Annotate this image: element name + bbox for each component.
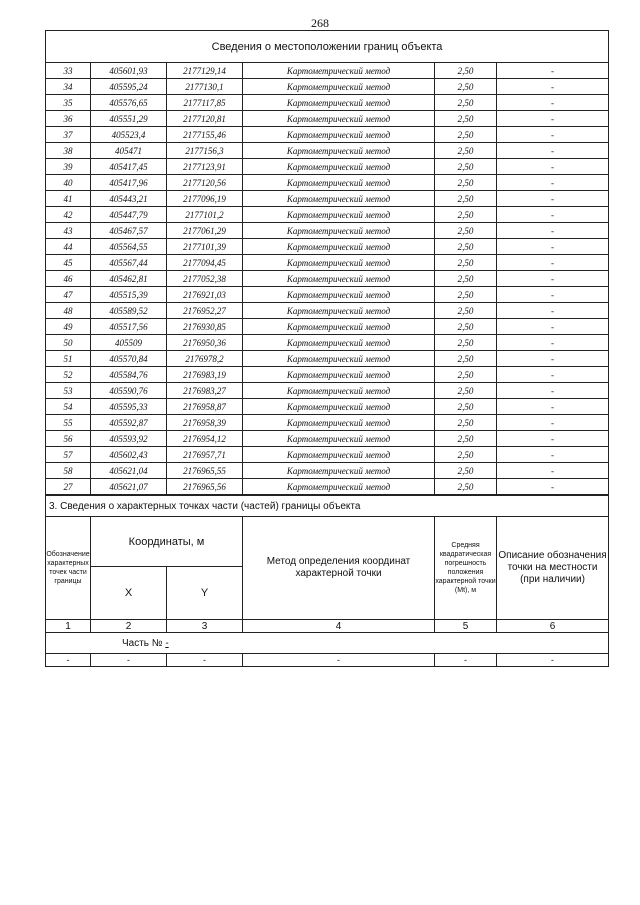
coord-y: 2176965,55 [167, 463, 243, 479]
description: - [497, 351, 609, 367]
description: - [497, 175, 609, 191]
col-coords-header: Координаты, м [91, 517, 243, 567]
page-number: 268 [311, 16, 329, 30]
point-number: 40 [46, 175, 91, 191]
coord-x: 405443,21 [91, 191, 167, 207]
method: Картометрический метод [243, 415, 435, 431]
col-number: 2 [91, 620, 167, 633]
col-number: 5 [435, 620, 497, 633]
coord-x: 405601,93 [91, 63, 167, 79]
coord-x: 405447,79 [91, 207, 167, 223]
coord-y: 2177117,85 [167, 95, 243, 111]
empty-value: - [435, 654, 497, 667]
point-number: 51 [46, 351, 91, 367]
description: - [497, 79, 609, 95]
description: - [497, 239, 609, 255]
boundary-table [45, 30, 609, 495]
table-row [46, 287, 609, 303]
description: - [497, 159, 609, 175]
coord-x: 405515,39 [91, 287, 167, 303]
coord-x: 405592,87 [91, 415, 167, 431]
col-accuracy-header: Средняя квадратическая погрешность положения характерной точки (Мt), м [435, 517, 497, 620]
coord-x: 405564,55 [91, 239, 167, 255]
coord-y: 2177061,29 [167, 223, 243, 239]
coord-x: 405467,57 [91, 223, 167, 239]
accuracy: 2,50 [435, 399, 497, 415]
coord-x: 405570,84 [91, 351, 167, 367]
accuracy: 2,50 [435, 111, 497, 127]
coord-y: 2177120,81 [167, 111, 243, 127]
accuracy: 2,50 [435, 479, 497, 495]
coord-y: 2176930,85 [167, 319, 243, 335]
coord-x: 405551,29 [91, 111, 167, 127]
table-row [46, 319, 609, 335]
point-number: 52 [46, 367, 91, 383]
point-number: 35 [46, 95, 91, 111]
table-row [46, 463, 609, 479]
table-row [46, 95, 609, 111]
coord-x: 405567,44 [91, 255, 167, 271]
accuracy: 2,50 [435, 303, 497, 319]
coord-x: 405417,45 [91, 159, 167, 175]
description: - [497, 95, 609, 111]
table-row [46, 159, 609, 175]
accuracy: 2,50 [435, 255, 497, 271]
table-row [46, 351, 609, 367]
col-x-header: X [91, 567, 167, 620]
table-row [46, 127, 609, 143]
description: - [497, 207, 609, 223]
coord-x: 405589,52 [91, 303, 167, 319]
description: - [497, 127, 609, 143]
coord-y: 2177129,14 [167, 63, 243, 79]
method: Картометрический метод [243, 399, 435, 415]
part-label: Часть № [122, 637, 163, 649]
coord-x: 405584,76 [91, 367, 167, 383]
description: - [497, 335, 609, 351]
empty-value: - [243, 654, 435, 667]
accuracy: 2,50 [435, 239, 497, 255]
method: Картометрический метод [243, 303, 435, 319]
part-number: - [165, 637, 169, 649]
accuracy: 2,50 [435, 431, 497, 447]
method: Картометрический метод [243, 383, 435, 399]
table-row [46, 367, 609, 383]
empty-value: - [91, 654, 167, 667]
coord-x: 405595,33 [91, 399, 167, 415]
accuracy: 2,50 [435, 351, 497, 367]
accuracy: 2,50 [435, 463, 497, 479]
point-number: 57 [46, 447, 91, 463]
method: Картометрический метод [243, 335, 435, 351]
section-title: Сведения о местоположении границ объекта [46, 31, 609, 63]
point-number: 49 [46, 319, 91, 335]
col-number: 6 [497, 620, 609, 633]
description: - [497, 303, 609, 319]
coord-y: 2176957,71 [167, 447, 243, 463]
part-label-cell [46, 633, 609, 654]
table-row [46, 255, 609, 271]
description: - [497, 63, 609, 79]
point-number: 42 [46, 207, 91, 223]
method: Картометрический метод [243, 431, 435, 447]
col-description-header: Описание обозначения точки на местности (при наличии) [497, 517, 609, 620]
description: - [497, 463, 609, 479]
accuracy: 2,50 [435, 383, 497, 399]
point-number: 43 [46, 223, 91, 239]
description: - [497, 319, 609, 335]
table-row [46, 207, 609, 223]
method: Картометрический метод [243, 191, 435, 207]
accuracy: 2,50 [435, 271, 497, 287]
method: Картометрический метод [243, 63, 435, 79]
method: Картометрический метод [243, 287, 435, 303]
description: - [497, 399, 609, 415]
coord-x: 405576,65 [91, 95, 167, 111]
coord-y: 2176978,2 [167, 351, 243, 367]
coord-y: 2176983,27 [167, 383, 243, 399]
method: Картометрический метод [243, 239, 435, 255]
point-number: 27 [46, 479, 91, 495]
coord-y: 2177155,46 [167, 127, 243, 143]
col-number: 4 [243, 620, 435, 633]
method: Картометрический метод [243, 175, 435, 191]
coord-y: 2177101,2 [167, 207, 243, 223]
accuracy: 2,50 [435, 95, 497, 111]
table-row [46, 479, 609, 495]
col-method-header: Метод определения координат характерной точки [243, 517, 435, 620]
accuracy: 2,50 [435, 207, 497, 223]
coord-x: 405523,4 [91, 127, 167, 143]
method: Картометрический метод [243, 255, 435, 271]
method: Картометрический метод [243, 207, 435, 223]
method: Картометрический метод [243, 319, 435, 335]
empty-value: - [167, 654, 243, 667]
description: - [497, 271, 609, 287]
accuracy: 2,50 [435, 191, 497, 207]
table-row [46, 239, 609, 255]
col-designation-header: Обозначение характерных точек части границы [46, 517, 91, 620]
col-y-header: Y [167, 567, 243, 620]
description: - [497, 447, 609, 463]
coord-x: 405621,07 [91, 479, 167, 495]
coord-y: 2177156,3 [167, 143, 243, 159]
table-row [46, 383, 609, 399]
accuracy: 2,50 [435, 287, 497, 303]
point-number: 58 [46, 463, 91, 479]
point-number: 53 [46, 383, 91, 399]
coord-x: 405517,56 [91, 319, 167, 335]
table-row [46, 79, 609, 95]
point-number: 36 [46, 111, 91, 127]
table-row [46, 111, 609, 127]
point-number: 56 [46, 431, 91, 447]
description: - [497, 367, 609, 383]
coord-y: 2176952,27 [167, 303, 243, 319]
coord-y: 2176950,36 [167, 335, 243, 351]
point-number: 50 [46, 335, 91, 351]
col-number: 1 [46, 620, 91, 633]
accuracy: 2,50 [435, 127, 497, 143]
coord-y: 2177101,39 [167, 239, 243, 255]
point-number: 44 [46, 239, 91, 255]
section3-table [45, 495, 609, 667]
accuracy: 2,50 [435, 63, 497, 79]
point-number: 46 [46, 271, 91, 287]
method: Картометрический метод [243, 223, 435, 239]
table-row [46, 447, 609, 463]
description: - [497, 223, 609, 239]
document-frame [45, 30, 608, 667]
table-row [46, 399, 609, 415]
point-number: 55 [46, 415, 91, 431]
coord-y: 2177052,38 [167, 271, 243, 287]
coord-x: 405593,92 [91, 431, 167, 447]
table-row [46, 303, 609, 319]
table-row [46, 175, 609, 191]
accuracy: 2,50 [435, 79, 497, 95]
section3-title: 3. Сведения о характерных точках части (частей) границы объекта [46, 496, 609, 517]
table-row [46, 271, 609, 287]
coord-y: 2176958,87 [167, 399, 243, 415]
coord-x: 405509 [91, 335, 167, 351]
accuracy: 2,50 [435, 223, 497, 239]
table-row [46, 431, 609, 447]
coord-x: 405595,24 [91, 79, 167, 95]
accuracy: 2,50 [435, 335, 497, 351]
coord-x: 405621,04 [91, 463, 167, 479]
accuracy: 2,50 [435, 367, 497, 383]
point-number: 41 [46, 191, 91, 207]
empty-value: - [497, 654, 609, 667]
accuracy: 2,50 [435, 415, 497, 431]
table-row [46, 63, 609, 79]
coord-x: 405590,76 [91, 383, 167, 399]
coord-y: 2177094,45 [167, 255, 243, 271]
coord-y: 2176958,39 [167, 415, 243, 431]
method: Картометрический метод [243, 479, 435, 495]
method: Картометрический метод [243, 95, 435, 111]
coord-y: 2176954,12 [167, 431, 243, 447]
coord-y: 2176921,03 [167, 287, 243, 303]
coord-y: 2176965,56 [167, 479, 243, 495]
point-number: 48 [46, 303, 91, 319]
coord-y: 2177130,1 [167, 79, 243, 95]
accuracy: 2,50 [435, 319, 497, 335]
accuracy: 2,50 [435, 447, 497, 463]
point-number: 34 [46, 79, 91, 95]
point-number: 47 [46, 287, 91, 303]
method: Картометрический метод [243, 367, 435, 383]
coord-x: 405462,81 [91, 271, 167, 287]
method: Картометрический метод [243, 127, 435, 143]
table-row [46, 415, 609, 431]
accuracy: 2,50 [435, 175, 497, 191]
description: - [497, 415, 609, 431]
accuracy: 2,50 [435, 143, 497, 159]
method: Картометрический метод [243, 159, 435, 175]
table-row [46, 223, 609, 239]
point-number: 37 [46, 127, 91, 143]
description: - [497, 431, 609, 447]
description: - [497, 191, 609, 207]
table-row [46, 143, 609, 159]
method: Картометрический метод [243, 111, 435, 127]
description: - [497, 287, 609, 303]
empty-value: - [46, 654, 91, 667]
point-number: 39 [46, 159, 91, 175]
method: Картометрический метод [243, 143, 435, 159]
coord-y: 2177123,91 [167, 159, 243, 175]
col-number: 3 [167, 620, 243, 633]
point-number: 54 [46, 399, 91, 415]
coord-y: 2177096,19 [167, 191, 243, 207]
description: - [497, 255, 609, 271]
point-number: 38 [46, 143, 91, 159]
method: Картометрический метод [243, 447, 435, 463]
table-row [46, 335, 609, 351]
method: Картометрический метод [243, 79, 435, 95]
accuracy: 2,50 [435, 159, 497, 175]
point-number: 45 [46, 255, 91, 271]
point-number: 33 [46, 63, 91, 79]
description: - [497, 111, 609, 127]
description: - [497, 143, 609, 159]
coord-y: 2177120,56 [167, 175, 243, 191]
coord-x: 405417,96 [91, 175, 167, 191]
method: Картометрический метод [243, 271, 435, 287]
coord-y: 2176983,19 [167, 367, 243, 383]
coord-x: 405471 [91, 143, 167, 159]
description: - [497, 383, 609, 399]
table-row [46, 191, 609, 207]
coord-x: 405602,43 [91, 447, 167, 463]
description: - [497, 479, 609, 495]
method: Картометрический метод [243, 463, 435, 479]
method: Картометрический метод [243, 351, 435, 367]
